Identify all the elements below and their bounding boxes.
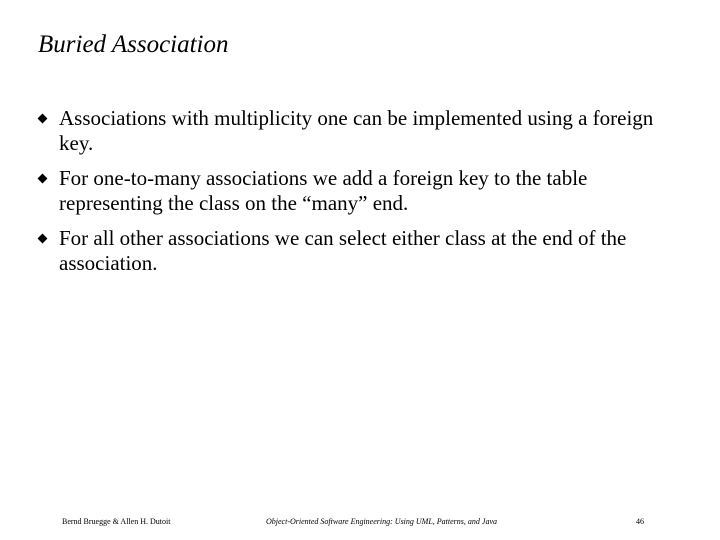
footer-authors: Bernd Bruegge & Allen H. Dutoit <box>62 517 171 526</box>
diamond-bullet-icon <box>38 114 48 124</box>
bullet-item <box>0 166 720 216</box>
diamond-bullet-icon <box>38 174 48 184</box>
bullet-item <box>0 226 720 276</box>
diamond-bullet-icon <box>38 234 48 244</box>
footer-book-title: Object-Oriented Software Engineering: Using UML, Patterns, and Java <box>266 517 497 526</box>
bullet-text: For one-to-many associations we add a foreign key to the table representing the class on the “many” end. <box>59 166 588 215</box>
bullet-text: For all other associations we can select either class at the end of the association. <box>59 226 627 275</box>
bullet-list <box>0 106 720 276</box>
footer-page-number: 46 <box>636 517 644 526</box>
bullet-text: Associations with multiplicity one can be implemented using a foreign key. <box>59 106 654 155</box>
bullet-item <box>0 106 720 156</box>
slide-title: Buried Association <box>38 31 229 58</box>
